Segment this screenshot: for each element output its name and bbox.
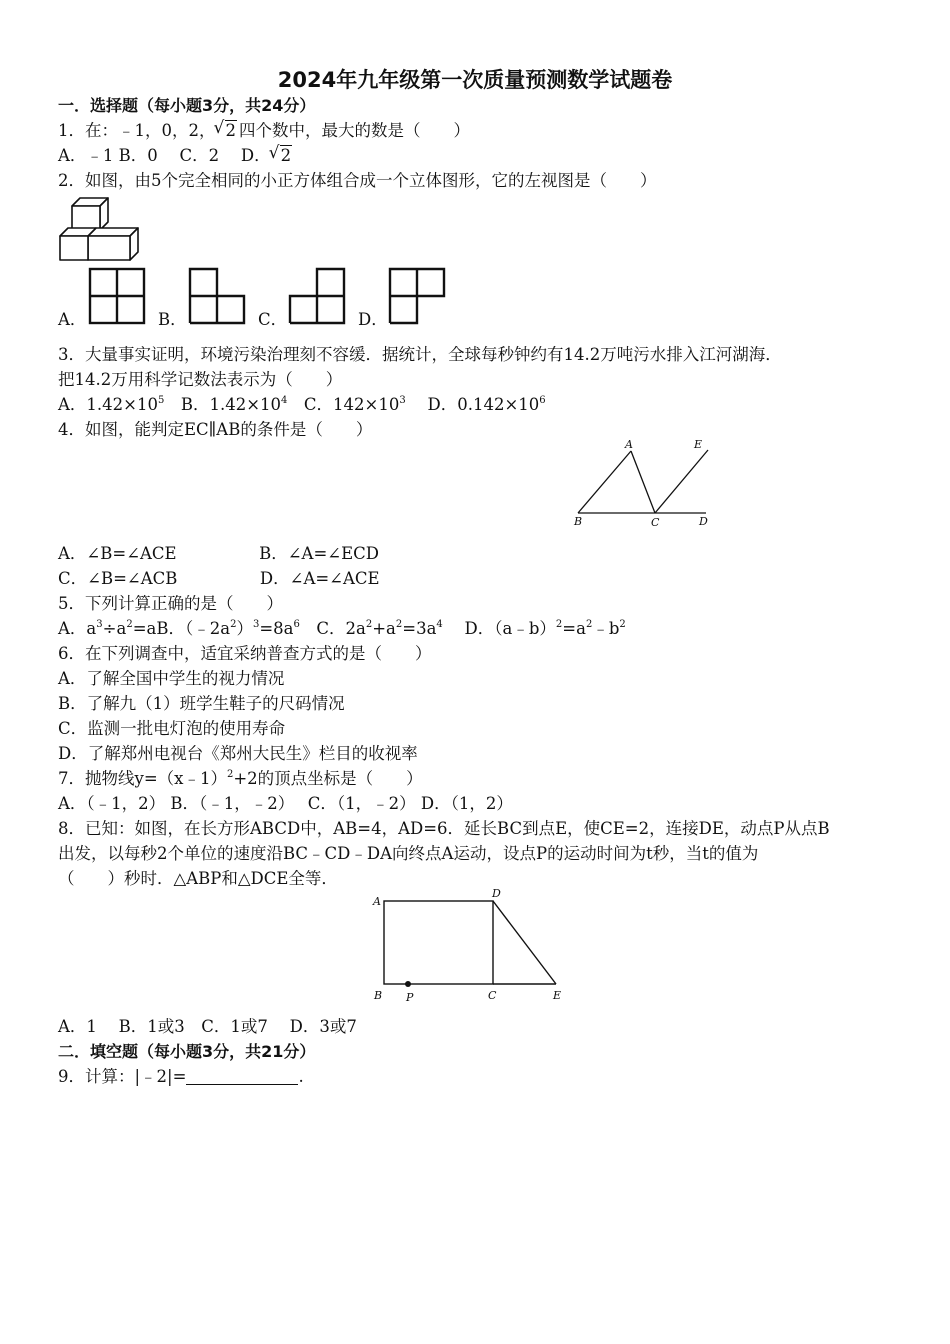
q6-option-b: B．了解九（1）班学生鞋子的尺码情况 [58, 694, 345, 713]
q2-option-d-label: D． [358, 310, 388, 329]
point-label-a: A [373, 895, 381, 908]
q5-exponent: 2 [395, 619, 403, 630]
q2-option-a[interactable] [58, 262, 158, 332]
question-8-line-3: （ ）秒时．△ABP和△DCE全等． [58, 869, 338, 888]
q7-stem-start: 7．抛物线y=（x﹣1） [58, 769, 227, 788]
q3-option-c-exponent: 3 [399, 395, 406, 406]
view-option-c-figure [288, 265, 348, 325]
view-option-d-figure [388, 265, 448, 325]
point-label-b: B [574, 515, 583, 528]
view-option-a-figure [88, 265, 148, 325]
q5-exponent: 3 [252, 619, 260, 630]
q5-part: =8a [259, 619, 294, 638]
q1-stem-end: 四个数中，最大的数是（ ） [239, 121, 470, 140]
q5-exponent: 2 [585, 619, 593, 630]
point-label-e: E [694, 438, 703, 451]
q5-part: C．2a [299, 619, 366, 638]
q3-option-c: C．142×10 [287, 395, 400, 414]
q1-radicand: 2 [225, 121, 236, 140]
question-3-options [58, 394, 546, 416]
q2-option-d[interactable] [358, 262, 458, 332]
sqrt-symbol [216, 120, 238, 142]
q2-option-a-label: A． [58, 310, 87, 329]
question-2: 2．如图，由5个完全相同的小正方体组合成一个立体图形，它的左视图是（ ） [58, 171, 657, 190]
q6-option-c: C．监测一批电灯泡的使用寿命 [58, 719, 286, 738]
q6-option-a: A．了解全国中学生的视力情况 [58, 669, 285, 688]
question-1 [58, 120, 470, 142]
q5-part: +a [372, 619, 396, 638]
question-8-line-1: 8．已知：如图，在长方形ABCD中，AB=4，AD=6．延长BC到点E，使CE=2，连接DE，动点P从点B [58, 819, 830, 838]
question-1-options [58, 145, 294, 167]
q7-stem-end: +2的顶点坐标是（ ） [233, 769, 423, 788]
q5-part: A．a [58, 619, 97, 638]
q3-option-b: B．1.42×10 [164, 395, 282, 414]
point-label-b: B [374, 989, 383, 1002]
point-label-d: D [492, 887, 501, 900]
q5-part: ÷a [102, 619, 127, 638]
question-4-options-row-1: A．∠B=∠ACE B．∠A=∠ECD [58, 544, 380, 563]
q3-option-b-exponent: 4 [281, 395, 288, 406]
q3-option-a-exponent: 5 [157, 395, 165, 406]
page-title: 2024年九年级第一次质量预测数学试题卷 [277, 68, 673, 92]
q5-exponent: 6 [293, 619, 300, 630]
question-4: 4．如图，能判定EC∥AB的条件是（ ） [58, 420, 373, 439]
q7-exponent: 2 [226, 769, 234, 780]
q5-part: =3a [402, 619, 437, 638]
q2-option-b-label: B． [158, 310, 187, 329]
q5-exponent: 2 [555, 619, 563, 630]
view-option-b-figure [188, 265, 248, 325]
q2-option-c[interactable] [258, 262, 358, 332]
point-label-c: C [488, 989, 497, 1002]
q1-options-text: A．﹣1 B．0 C．2 D． [58, 146, 271, 165]
rectangle-abcd-figure [368, 884, 573, 1008]
q3-option-a: A．1.42×10 [58, 395, 158, 414]
q1-option-radicand: 2 [280, 146, 292, 165]
q5-part: =aB．（﹣2a [132, 619, 231, 638]
q5-part: D．（a﹣b） [442, 619, 556, 638]
q5-exponent: 2 [619, 619, 626, 630]
question-5: 5．下列计算正确的是（ ） [58, 594, 283, 613]
q5-exponent: 3 [96, 619, 103, 630]
sqrt-symbol [271, 145, 293, 167]
question-6: 6．在下列调查中，适宜采纳普查方式的是（ ） [58, 644, 432, 663]
cube-solid-figure [58, 194, 146, 264]
point-label-c: C [651, 516, 660, 529]
question-7 [58, 768, 423, 790]
q5-exponent: 2 [365, 619, 373, 630]
q1-stem-start: 1．在：﹣1，0，2， [58, 121, 216, 140]
section-heading-choice: 一．选择题（每小题3分，共24分） [58, 96, 316, 115]
parallel-lines-figure [568, 436, 718, 530]
q5-exponent: 2 [126, 619, 133, 630]
q5-part: =a [562, 619, 586, 638]
q3-option-d: D．0.142×10 [405, 395, 540, 414]
question-3-line-1: 3．大量事实证明，环境污染治理刻不容缓．据统计，全球每秒钟约有14.2万吨污水排入江河湖海． [58, 345, 782, 364]
q5-exponent: 2 [230, 619, 237, 630]
q5-part: ） [236, 619, 253, 638]
question-4-options-row-2: C．∠B=∠ACB D．∠A=∠ACE [58, 569, 380, 588]
question-8-options: A．1 B．1或3 C．1或7 D．3或7 [58, 1017, 357, 1036]
moving-point-p [405, 981, 411, 987]
q2-option-c-label: C． [258, 310, 288, 329]
q5-exponent: 4 [436, 619, 443, 630]
question-7-options: A．（﹣1，2） B．（﹣1，﹣2） C．（1，﹣2） D．（1，2） [58, 794, 513, 813]
question-9 [58, 1066, 304, 1088]
point-label-a: A [625, 438, 633, 451]
question-8-line-2: 出发，以每秒2个单位的速度沿BC﹣CD﹣DA向终点A运动，设点P的运动时间为t秒，当t的值为 [58, 844, 759, 863]
q9-stem: 9．计算：|﹣2|= [58, 1067, 187, 1086]
section-heading-fill-in: 二．填空题（每小题3分，共21分） [58, 1042, 316, 1061]
answer-blank[interactable] [186, 1068, 298, 1085]
q9-period: . [298, 1067, 304, 1086]
q5-part: ﹣b [592, 619, 620, 638]
q6-option-d: D．了解郑州电视台《郑州大民生》栏目的收视率 [58, 744, 418, 763]
point-label-d: D [699, 515, 708, 528]
question-5-options [58, 618, 626, 640]
point-label-p: P [406, 991, 414, 1004]
q3-option-d-exponent: 6 [539, 395, 546, 406]
question-3-line-2: 把14.2万用科学记数法表示为（ ） [58, 370, 343, 389]
q2-option-b[interactable] [158, 262, 258, 332]
question-2-options [58, 262, 478, 332]
point-label-e: E [553, 989, 562, 1002]
